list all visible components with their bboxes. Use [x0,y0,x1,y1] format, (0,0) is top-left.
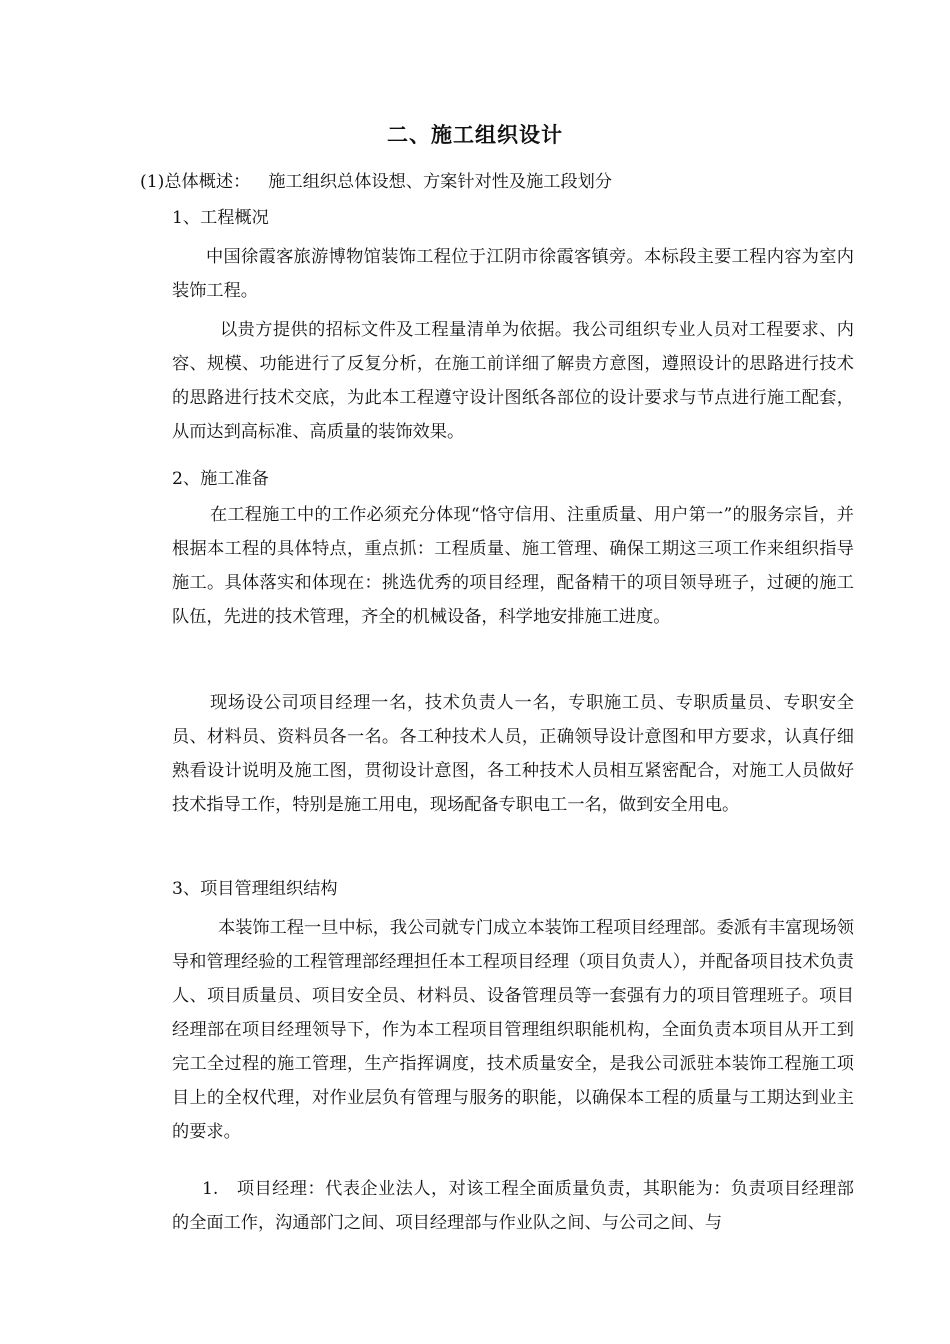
overview-text: 施工组织总体设想、方案针对性及施工段划分 [268,172,613,192]
document-title: 二、施工组织设计 [387,122,563,147]
section-2-paragraph-1: 在工程施工中的工作必须充分体现“恪守信用、注重质量、用户第一”的服务宗旨，并根据本工程的具体特点，重点抓：工程质量、施工管理、确保工期这三项工作来组织指导施工。具体落实和体现在：挑选优秀的项目经理，配备精干的项目领导班子，过硬的施工队伍，先进的技术管理，齐全的机械设备，科学地安排施工进度。 [172,505,854,627]
list-item-text: 项目经理：代表企业法人，对该工程全面质量负责，其职能为：负责项目经理部的全面工作，沟通部门之间、项目经理部与作业队之间、与公司之间、与 [172,1179,854,1233]
section-heading-2: 2、施工准备 [172,469,269,489]
numbered-list-item [172,1172,854,1240]
section-3-paragraph-1: 本装饰工程一旦中标，我公司就专门成立本装饰工程项目经理部。委派有丰富现场领导和管理经验的工程管理部经理担任本工程项目经理（项目负责人），并配备项目技术负责人、项目质量员、项目安全员、材料员、设备管理员等一套强有力的项目管理班子。项目经理部在项目经理领导下，作为本工程项目管理组织职能机构，全面负责本项目从开工到完工全过程的施工管理，生产指挥调度，技术质量安全，是我公司派驻本装饰工程施工项目上的全权代理，对作业层负有管理与服务的职能，以确保本工程的质量与工期达到业主的要求。 [172,918,854,1142]
list-item-number: 1. [202,1179,219,1199]
overview-label: (1)总体概述： [140,172,251,192]
overview-line [140,167,612,197]
section-heading-1: 1、工程概况 [172,208,269,228]
section-1-paragraph-2: 以贵方提供的招标文件及工程量清单为依据。我公司组织专业人员对工程要求、内容、规模、功能进行了反复分析，在施工前详细了解贵方意图，遵照设计的思路进行技术的思路进行技术交底，为此本工程遵守设计图纸各部位的设计要求与节点进行施工配套，从而达到高标准、高质量的装饰效果。 [172,320,854,442]
section-1-paragraph-1: 中国徐霞客旅游博物馆装饰工程位于江阴市徐霞客镇旁。本标段主要工程内容为室内装饰工程。 [172,247,854,301]
section-heading-3: 3、项目管理组织结构 [172,879,338,899]
section-2-paragraph-2: 现场设公司项目经理一名，技术负责人一名，专职施工员、专职质量员、专职安全员、材料员、资料员各一名。各工种技术人员，正确领导设计意图和甲方要求，认真仔细熟看设计说明及施工图，贯彻设计意图，各工种技术人员相互紧密配合，对施工人员做好技术指导工作，特别是施工用电，现场配备专职电工一名，做到安全用电。 [172,693,854,815]
